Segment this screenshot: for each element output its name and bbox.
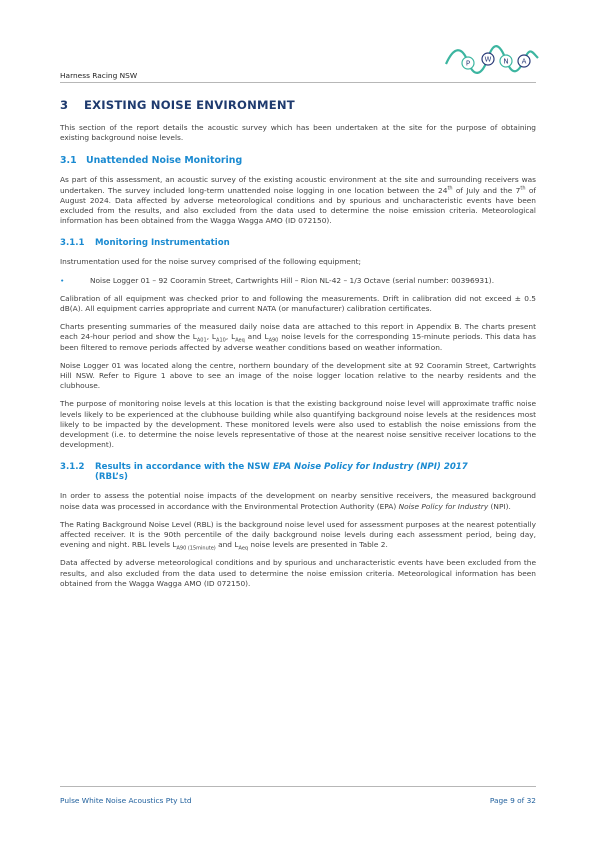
section-title: EXISTING NOISE ENVIRONMENT (84, 98, 295, 112)
subsection-title: Monitoring Instrumentation (95, 238, 230, 249)
footer-company: Pulse White Noise Acoustics Pty Ltd (60, 796, 192, 805)
logo-letter-a: A (521, 57, 527, 66)
paragraph-logger-location: Noise Logger 01 was located along the centre, northern boundary of the development site at 92 Cooramin Street, Cartwrights Hill NSW. Refer to Figure 1 above to see an image of the noise logger location relative to the nearby residents and the clubhouse. (60, 360, 536, 391)
subsection-title: Results in accordance with the NSW EPA Noise Policy for Industry (NPI) 2017 (RBL’s) (95, 462, 468, 483)
header-company: Harness Racing NSW (60, 71, 138, 80)
page-number: Page 9 of 32 (489, 796, 536, 805)
paragraph-charts: Charts presenting summaries of the measured daily noise data are attached to this report in Appendix B. The charts present each 24-hour period and show the $L_{A01}$, $L_{A10}$, $L_{Aeq}$ and $L_{A90}$ noise levels for the corresponding 15-minute periods. This data has been filtered to remove periods affected by adverse weather conditions based on weather information. (60, 322, 536, 352)
list-item-text: Noise Logger 01 – 92 Cooramin Street, Cartwrights Hill – Rion NL-42 – 1/3 Octave (serial number: 00396931). (90, 275, 495, 285)
report-content (60, 98, 536, 597)
paragraph-survey: As part of this assessment, an acoustic survey of the existing acoustic environment at the site and surrounding receivers was undertaken. The survey included long-term unattended noise logging in one location between the 24th of July and the 7th of August 2024. Data affected by adverse meteorological conditions and by spurious and uncharacteristic events have been excluded from the results, and also excluded from the data used to determine the noise emission criteria. Meteorological information has been obtained from the Wagga Wagga AMO (ID 072150). (60, 175, 536, 226)
subsection-number: 3.1 (60, 155, 77, 167)
paragraph-purpose: The purpose of monitoring noise levels at this location is that the existing background noise level will approximate traffic noise levels likely to be experienced at the clubhouse building while also quantifying background noise levels at the residences most likely to be impacted by the development. These monitored levels were also used to establish the noise emissions from the development (i.e. to determine the noise levels representative of those at the nearest noise sensitive receiver locations to the development). (60, 399, 536, 450)
subsection-title: Unattended Noise Monitoring (86, 155, 243, 167)
paragraph-instrumentation: Instrumentation used for the noise survey comprised of the following equipment; (60, 257, 362, 267)
subsection-heading-3-1-2 (60, 462, 536, 482)
subsection-heading-3-1-1 (60, 238, 536, 248)
list-item (60, 276, 536, 286)
logo-letter-p: P (465, 59, 471, 68)
pwna-logo (444, 44, 540, 78)
subsection-heading-3-1 (60, 155, 536, 166)
paragraph-calibration: Calibration of all equipment was checked prior to and following the measurements. Drift in calibration did not exceed ± 0.5 dB(A). All equipment carries appropriate and current NATA (or manufacturer) calibration certificates. (60, 293, 536, 314)
paragraph-assessment: In order to assess the potential noise impacts of the development on nearby sensitive receivers, the measured background noise data was processed in accordance with the Environmental Protection Authority (EPA) Noise Policy for Industry (NPI). (60, 491, 536, 511)
logo-letter-w: W (484, 55, 492, 64)
footer-divider (60, 786, 536, 787)
paragraph-rbl: The Rating Background Noise Level (RBL) is the background noise level used for assessment purposes at the nearest potentially affected receiver. It is the 90th percentile of the daily background noise levels during each assessment period, being day, evening and night. RBL levels $L_{A90 (15minute)}$ and $L_{Aeq}$ noise levels are presented in Table 2. (60, 519, 536, 552)
paragraph-data-excluded: Data affected by adverse meteorological conditions and by spurious and uncharacteristic events have been excluded from the results, and also excluded from the data used to determine the noise emission criteria. Meteorological information has been obtained from the Wagga Wagga AMO (ID 072150). (60, 558, 536, 588)
header-divider (60, 82, 536, 83)
bullet-icon: • (60, 275, 65, 285)
subsection-number: 3.1.1 (60, 238, 85, 249)
section-number: 3 (60, 98, 69, 112)
logo-letter-n: N (503, 57, 509, 66)
subsection-number: 3.1.2 (60, 462, 85, 473)
section-heading (60, 98, 536, 112)
section-intro: This section of the report details the acoustic survey which has been undertaken at the site for the purpose of obtaining existing background noise levels. (60, 123, 536, 143)
